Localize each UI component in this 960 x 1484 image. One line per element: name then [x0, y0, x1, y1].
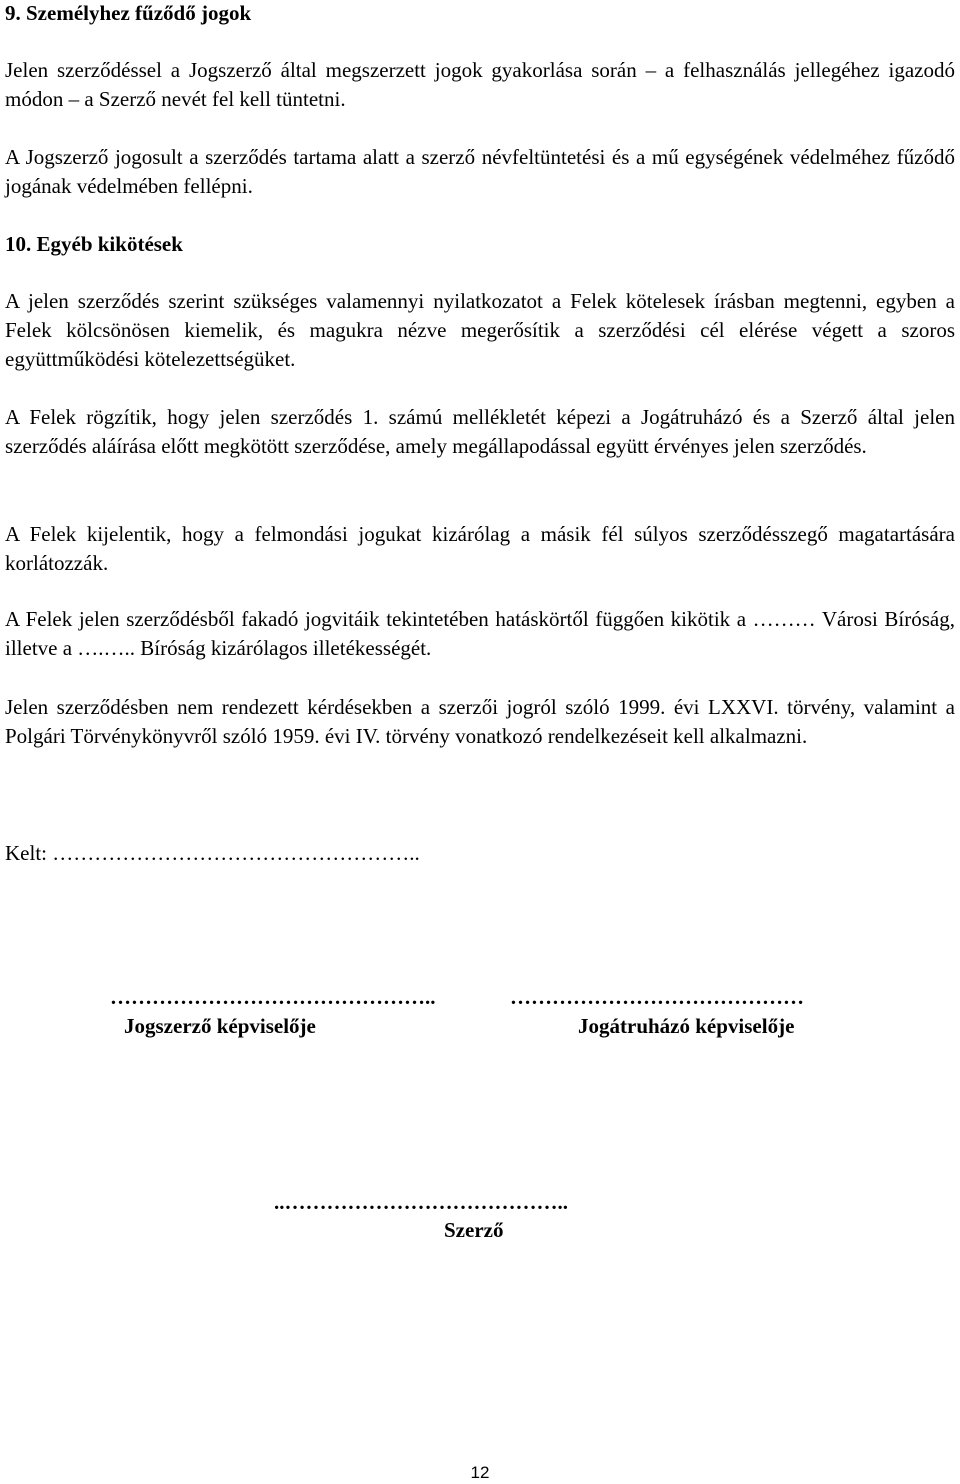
page-number: 12 — [470, 1463, 490, 1482]
section-10-heading: 10. Egyéb kikötések — [5, 232, 183, 256]
jogszerzo-signature-label: Jogszerző képviselője — [124, 1014, 316, 1038]
jogszerzo-signature-line: ……………………………………….. — [110, 985, 436, 1009]
section-10-paragraph-2: A Felek rögzítik, hogy jelen szerződés 1. számú mellékletét képezi a Jogátruházó és a Szerző által jelen szerződés aláírása előtt megkötött szerződése, amely megállapodással együtt érvényes jelen szerződés. — [5, 405, 955, 458]
jogatruhazo-signature-line: …………………………………… — [510, 985, 804, 1009]
jogatruhazo-signature-label: Jogátruházó képviselője — [578, 1014, 795, 1038]
section-10-paragraph-3: A Felek kijelentik, hogy a felmondási jogukat kizárólag a másik fél súlyos szerződésszegő magatartására korlátozzák. — [5, 522, 955, 575]
section-9-heading: 9. Személyhez fűződő jogok — [5, 1, 252, 25]
section-9-paragraph-1: Jelen szerződéssel a Jogszerző által megszerzett jogok gyakorlása során – a felhasználás jellegéhez igazodó módon – a Szerző nevét fel kell tüntetni. — [5, 58, 955, 111]
author-signature-label: Szerző — [444, 1218, 504, 1242]
date-line: Kelt: …………………………………………….. — [5, 841, 420, 865]
section-10-paragraph-5: Jelen szerződésben nem rendezett kérdésekben a szerzői jogról szóló 1999. évi LXXVI. törvény, valamint a Polgári Törvénykönyvről szóló 1959. évi IV. törvény vonatkozó rendelkezéseit kell alkalmazni. — [5, 695, 955, 748]
section-10-paragraph-4: A Felek jelen szerződésből fakadó jogvitáik tekintetében hatáskörtől függően kikötik a ……… Városi Bíróság, illetve a ….….. Bíróság kizárólagos illetékességét. — [5, 607, 955, 660]
section-10-paragraph-1: A jelen szerződés szerint szükséges valamennyi nyilatkozatot a Felek kötelesek írásban megtenni, egyben a Felek kölcsönösen kiemelik, és magukra nézve megerősítik a szerződési cél elérése végett a szoros együttműködési kötelezettségüket. — [5, 289, 955, 371]
section-9-paragraph-2: A Jogszerző jogosult a szerződés tartama alatt a szerző névfeltüntetési és a mű egységének védelméhez fűződő jogának védelmében fellépni. — [5, 145, 955, 198]
author-signature-line: ..………………………………….. — [274, 1190, 568, 1214]
